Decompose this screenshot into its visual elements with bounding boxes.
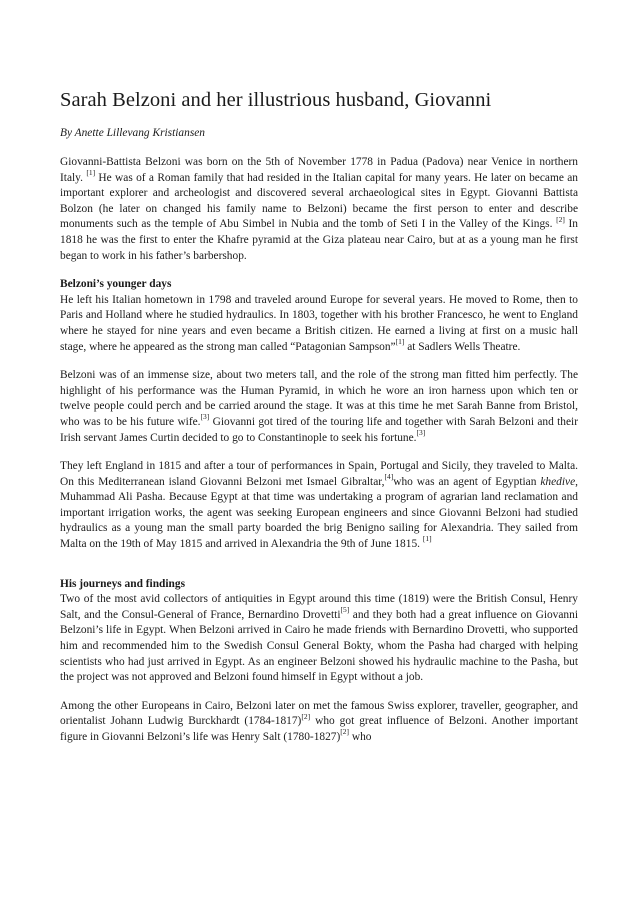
footnote-ref[interactable]: [3]: [416, 427, 426, 437]
intro-text-3: In 1818 he was the first to enter the Khafre pyramid at the Giza plateau near Cairo, but at as a young man he first began to work in his father’s barbershop.: [60, 218, 578, 262]
younger-text-2a: Belzoni was of an immense size, about two meters tall, and the role of the strong man fitted him perfectly. The highlight of his performance was the Human Pyramid, in which he wore an iron harness upon which ten or twelve people could perch and be carried around the stage. It was at this time he met Sarah Banne from Bristol, who was to be his future wife.: [60, 369, 578, 428]
page-title: Sarah Belzoni and her illustrious husband, Giovanni: [60, 89, 492, 111]
footnote-ref[interactable]: [2]: [556, 214, 565, 224]
journeys-paragraph-2: [60, 699, 578, 746]
younger-text-3a: They left England in 1815 and after a tour of performances in Spain, Portugal and Sicily, they traveled to Malta. On this Mediterranean island Giovanni Belzoni met Ismael Gibraltar,: [60, 460, 578, 488]
journeys-text-2a: Among the other Europeans in Cairo, Belzoni later on met the famous Swiss explorer, traveller, geographer, and orientalist Johann Ludwig Burckhardt (1784-1817): [60, 699, 578, 728]
document-page: [60, 88, 578, 746]
journeys-text-1a: Two of the most avid collectors of antiquities in Egypt around this time (1819) were the British Consul, Henry Salt, and the Consul-General of France, Bernardino Drovetti: [60, 593, 578, 621]
footnote-ref[interactable]: [5]: [340, 605, 350, 615]
journeys-text-2b: who got great influence of Belzoni. Another important figure in Giovanni Belzoni’s life was Henry Salt (1780-1827): [60, 715, 578, 743]
footnote-ref[interactable]: [1]: [395, 336, 405, 346]
younger-text-2b: Giovanni got tired of the touring life and together with Sarah Belzoni and their Irish servant James Curtin decided to go to Constantinople to seek his fortune.: [60, 415, 578, 444]
younger-text-1b: at Sadlers Wells Theatre.: [404, 340, 521, 353]
khedive-term: khedive: [540, 475, 576, 488]
footnote-ref[interactable]: [1]: [86, 167, 96, 177]
footnote-ref[interactable]: [2]: [340, 727, 350, 737]
younger-text-1a: He left his Italian hometown in 1798 and traveled around Europe for several years. He moved to Rome, then to Paris and Holland where he studied hydraulics. In 1803, together with his brother Francesco, he went to England where he stayed for nine years and even became a British citizen. He earned a living at first on a music hall stage, where he appeared as the strong man called “Patagonian Sampson”: [60, 293, 578, 353]
younger-text-3b: who was an agent of Egyptian: [393, 475, 541, 488]
younger-days-paragraph-2: [60, 368, 578, 446]
younger-text-3d: , Muhammad Ali Pasha. Because Egypt at that time was undertaking a program of agrarian land reclamation and important irrigation works, the agent was seeking European engineers and since Giovanni Belzoni had studied hydraulics as a young man the small party boarded the brig Benigno sailing for Alexandria. They sailed from Malta on the 19th of May 1815 and arrived in Alexandria the 9th of June 1815.: [60, 475, 578, 551]
section-heading-journeys: His journeys and findings: [60, 577, 186, 590]
footnote-ref[interactable]: [1]: [422, 534, 432, 544]
intro-paragraph: [60, 155, 578, 264]
intro-text-2: He was of a Roman family that had resided in the Italian capital for many years. He later on became an important explorer and archeologist and discovered several archaeological sites in Egypt. Giovanni Battista Bolzon (he later on changed his family name to Belzoni) became the first person to enter and describe monuments such as the temple of Abu Simbel in Nubia and the tomb of Seti I in the Valley of the Kings.: [60, 171, 578, 231]
section-heading-younger-days: Belzoni’s younger days: [60, 278, 172, 291]
younger-days-paragraph-1: [60, 277, 578, 355]
journeys-text-1b: and they both had a great influence on Giovanni Belzoni’s life in Egypt. When Belzoni arrived in Cairo he made friends with Bernardino Drovetti, who supported him and recommended him to the Swedish Consul General Bokty, whom the Pasha had charged with helping scientists who had just arrived in Egypt. As an engineer Belzoni showed his hydraulic machine to the Pasha, but the project was not approved and Belzoni found himself in Egypt without a job.: [60, 608, 578, 684]
journeys-paragraph-1: [60, 577, 578, 686]
intro-text-1: Giovanni-Battista Belzoni was born on the 5th of November 1778 in Padua (Padova) near Venice in northern Italy.: [60, 156, 578, 184]
footnote-ref[interactable]: [3]: [200, 412, 210, 422]
footnote-ref[interactable]: [2]: [301, 711, 311, 721]
author-byline: By Anette Lillevang Kristiansen: [60, 127, 206, 139]
footnote-ref[interactable]: [4]: [384, 471, 394, 481]
younger-days-paragraph-3: [60, 459, 578, 553]
journeys-text-2c: who: [349, 731, 372, 743]
